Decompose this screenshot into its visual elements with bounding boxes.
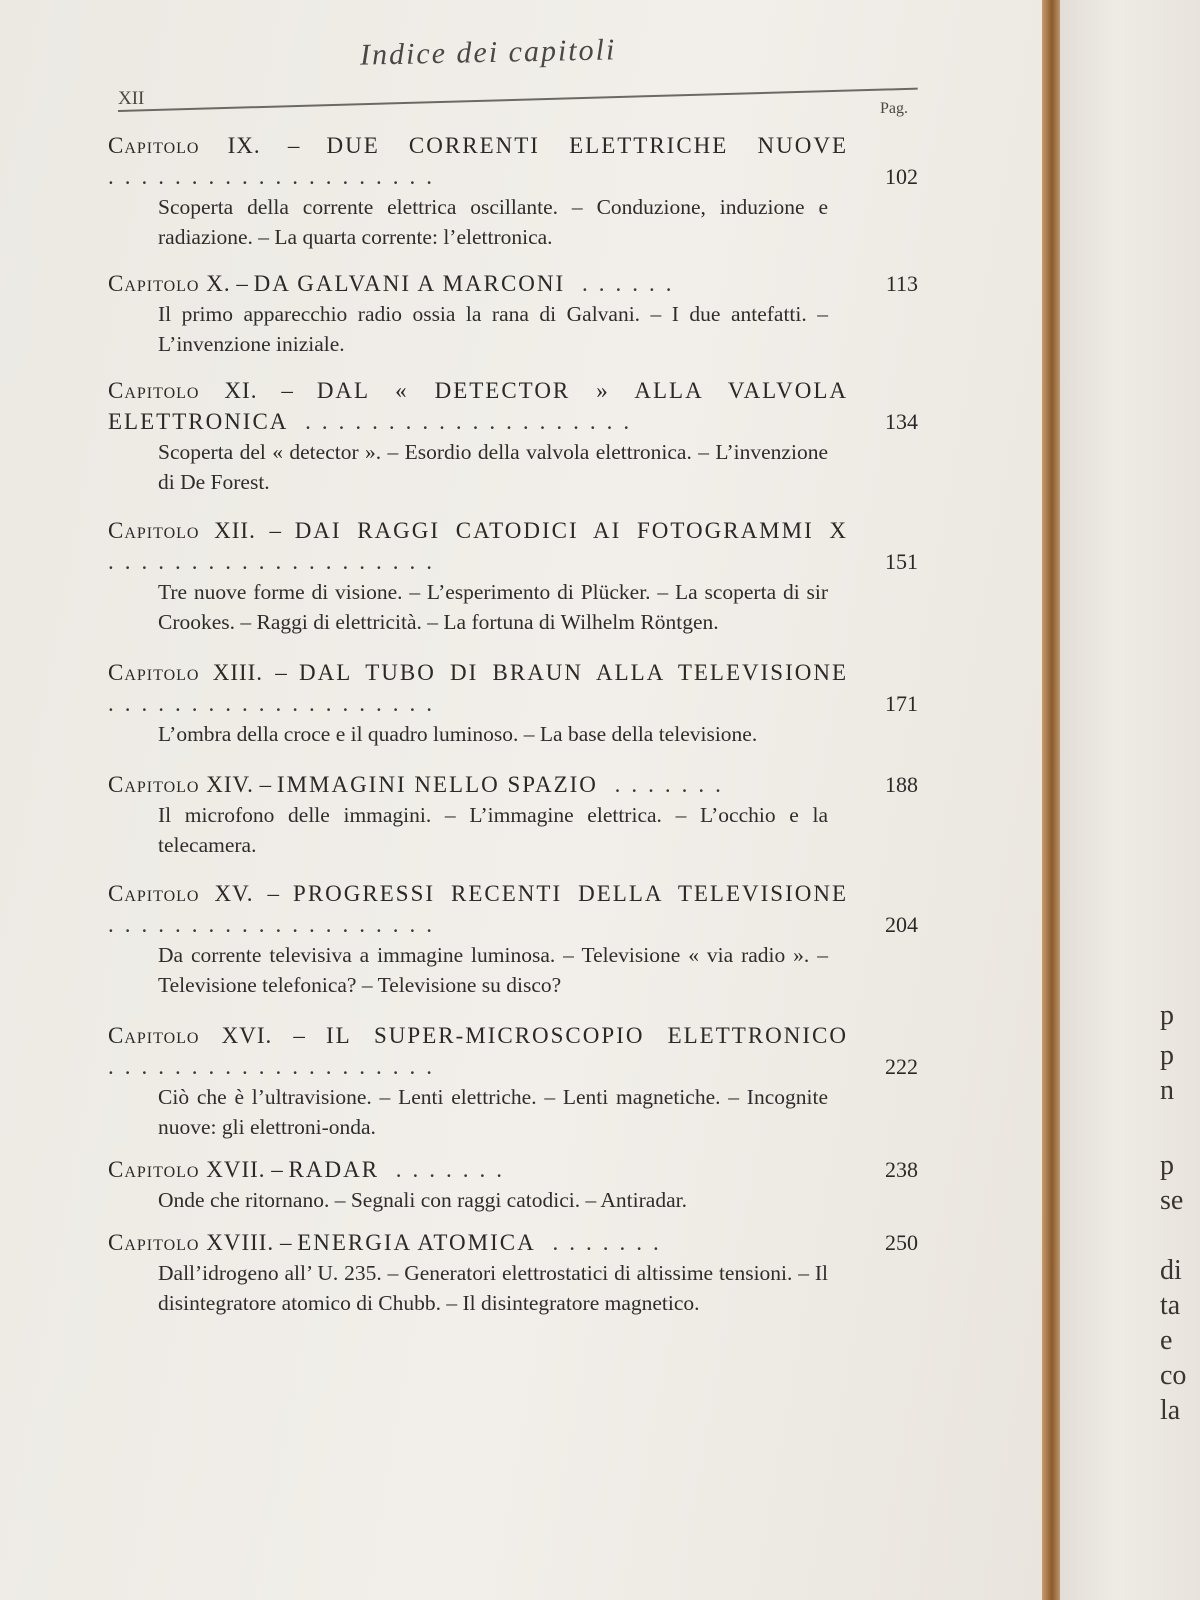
toc-heading-text — [108, 878, 848, 940]
toc-entry — [108, 769, 918, 860]
chapter-page-number: 113 — [885, 271, 918, 296]
chapter-label: Capitolo XV. — [108, 881, 254, 906]
leader-dots: .................... — [108, 164, 443, 189]
toc-entry-heading — [108, 878, 918, 940]
chapter-page-number: 238 — [885, 1157, 918, 1182]
toc-entry-heading — [108, 657, 918, 719]
right-page-fragment: se — [1160, 1185, 1184, 1216]
chapter-title: DAI RAGGI CATODICI AI FOTOGRAMMI X — [294, 518, 849, 543]
dash-separator: – — [265, 1157, 289, 1182]
toc-heading-text — [108, 1020, 848, 1082]
chapter-description: Onde che ritornano. – Segnali con raggi catodici. – Antiradar. — [158, 1188, 687, 1212]
chapter-title: DAL « DETECTOR » ALLA VALVOLA ELETTRONICA — [108, 378, 848, 434]
leader-dots: ....... — [535, 1230, 670, 1255]
toc-entry-heading — [108, 515, 918, 577]
leader-dots: ....... — [597, 772, 732, 797]
chapter-description: Scoperta della corrente elettrica oscillante. – Conduzione, induzione e radiazione. – La quarta corrente: l’elettronica. — [158, 195, 828, 249]
pag-label: Pag. — [880, 100, 908, 117]
chapter-label: Capitolo IX. — [108, 133, 261, 158]
chapter-page-number: 188 — [885, 772, 918, 797]
right-page-fragment: p — [1160, 1150, 1174, 1181]
chapter-description: Il primo apparecchio radio ossia la rana di Galvani. – I due antefatti. – L’invenzione iniziale. — [158, 302, 828, 356]
toc-entry — [108, 878, 918, 1000]
chapter-label: Capitolo XVI. — [108, 1023, 273, 1048]
chapter-page-number: 204 — [885, 912, 918, 937]
table-of-contents — [108, 118, 918, 1318]
toc-entry-heading — [108, 769, 918, 800]
toc-entry-heading — [108, 375, 918, 437]
leader-dots: .................... — [108, 1054, 443, 1079]
chapter-label: Capitolo XVII. — [108, 1157, 266, 1182]
toc-entry-heading — [108, 268, 918, 299]
chapter-description: Dall’idrogeno all’ U. 235. – Generatori elettrostatici di altissime tensioni. – Il disintegratore atomico di Chubb. – Il disintegratore magnetico. — [158, 1261, 828, 1315]
chapter-page-number: 250 — [885, 1230, 918, 1255]
toc-heading-text — [108, 515, 848, 577]
toc-heading-text — [108, 1154, 848, 1185]
dash-separator: – — [255, 518, 295, 543]
toc-heading-text — [108, 268, 848, 299]
chapter-title: PROGRESSI RECENTI DELLA TELEVISIONE — [293, 881, 849, 906]
toc-heading-text — [108, 769, 848, 800]
chapter-label: Capitolo XII. — [108, 518, 256, 543]
chapter-title: DUE CORRENTI ELETTRICHE NUOVE — [326, 133, 848, 158]
header-rule — [118, 88, 918, 112]
toc-entry — [108, 515, 918, 637]
right-page-fragment: p — [1160, 1040, 1174, 1071]
chapter-title: IL SUPER-MICROSCOPIO ELETTRONICO — [326, 1023, 848, 1048]
chapter-title: IMMAGINI NELLO SPAZIO — [276, 772, 598, 797]
right-page-fragment: co — [1160, 1360, 1187, 1391]
book-gutter — [1042, 0, 1062, 1600]
toc-entry-heading — [108, 1154, 918, 1185]
right-page-fragment: n — [1160, 1075, 1174, 1106]
toc-entry — [108, 130, 918, 252]
chapter-title: ENERGIA ATOMICA — [297, 1230, 536, 1255]
toc-heading-text — [108, 130, 848, 192]
chapter-label: Capitolo XIII. — [108, 660, 264, 685]
leader-dots: .................... — [108, 912, 443, 937]
dash-separator: – — [253, 881, 294, 906]
chapter-description: Da corrente televisiva a immagine luminosa. – Televisione « via radio ». – Televisione telefonica? – Televisione su disco? — [158, 943, 828, 997]
chapter-label: Capitolo XI. — [108, 378, 258, 403]
chapter-description: Scoperta del « detector ». – Esordio della valvola elettronica. – L’invenzione di De Forest. — [158, 440, 828, 494]
right-page-fragment: p — [1160, 1000, 1174, 1031]
chapter-description: L’ombra della croce e il quadro luminoso. – La base della televisione. — [158, 722, 758, 746]
toc-entry-heading — [108, 1227, 918, 1258]
toc-entry — [108, 657, 918, 749]
header-title: Indice dei capitoli — [359, 33, 617, 72]
toc-heading-text — [108, 1227, 848, 1258]
toc-entry — [108, 375, 918, 497]
toc-entry-heading — [108, 1020, 918, 1082]
leader-dots: .................... — [108, 549, 443, 574]
chapter-page-number: 171 — [885, 691, 918, 716]
right-page-fragment: di — [1160, 1255, 1182, 1286]
dash-separator: – — [272, 1023, 327, 1048]
chapter-page-number: 222 — [885, 1054, 918, 1079]
toc-entry-heading — [108, 130, 918, 192]
chapter-label: Capitolo XVIII. — [108, 1230, 275, 1255]
page-number: XII — [118, 88, 145, 109]
right-page-fragment: ta — [1160, 1290, 1181, 1321]
chapter-page-number: 102 — [885, 164, 918, 189]
toc-entry — [108, 268, 918, 359]
chapter-title: DAL TUBO DI BRAUN ALLA TELEVISIONE — [298, 660, 848, 685]
leader-dots: ....... — [379, 1157, 514, 1182]
dash-separator: – — [263, 660, 299, 685]
chapter-description: Tre nuove forme di visione. – L’esperimento di Plücker. – La scoperta di sir Crookes. – Raggi di elettricità. – La fortuna di Wilhelm Röntgen. — [158, 580, 828, 634]
chapter-description: Il microfono delle immagini. – L’immagine elettrica. – L’occhio e la telecamera. — [158, 803, 828, 857]
chapter-label: Capitolo X. — [108, 271, 231, 296]
toc-heading-text — [108, 657, 848, 719]
toc-entry — [108, 1227, 918, 1318]
chapter-label: Capitolo XIV. — [108, 772, 254, 797]
right-page-fragment: e — [1160, 1325, 1173, 1356]
chapter-page-number: 151 — [885, 549, 918, 574]
chapter-title: DA GALVANI A MARCONI — [253, 271, 566, 296]
leader-dots: .................... — [108, 691, 443, 716]
dash-separator: – — [257, 378, 317, 403]
leader-dots: .................... — [288, 409, 641, 434]
toc-entry — [108, 1020, 918, 1142]
chapter-title: RADAR — [288, 1157, 380, 1182]
dash-separator: – — [230, 271, 254, 296]
chapter-description: Ciò che è l’ultravisione. – Lenti elettriche. – Lenti magnetiche. – Incognite nuove: gli elettroni-onda. — [158, 1085, 828, 1139]
chapter-page-number: 134 — [885, 409, 918, 434]
dash-separator: – — [253, 772, 277, 797]
dash-separator: – — [260, 133, 327, 158]
leader-dots: ...... — [565, 271, 683, 296]
dash-separator: – — [274, 1230, 298, 1255]
toc-entry — [108, 1154, 918, 1215]
toc-heading-text — [108, 375, 848, 437]
right-page-fragment: la — [1160, 1395, 1181, 1426]
